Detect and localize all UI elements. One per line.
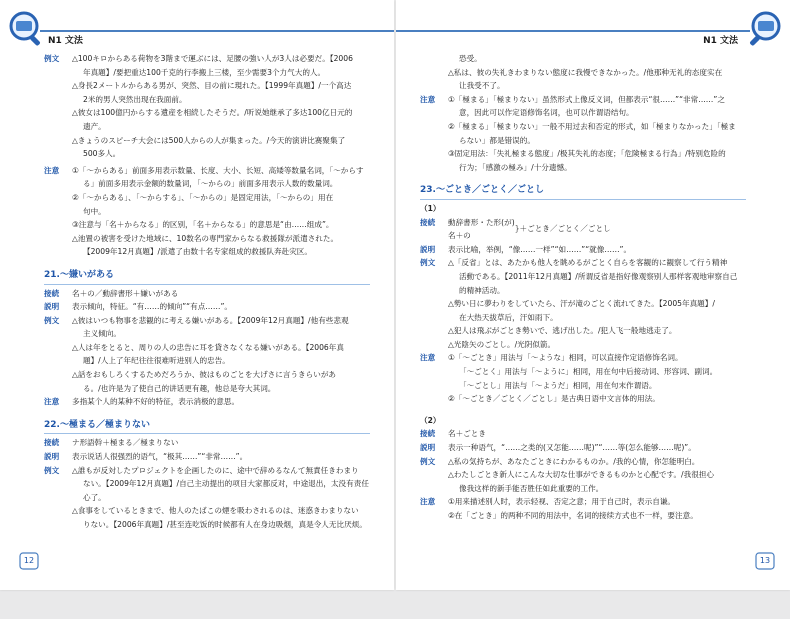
setsuzoku-text: 名＋ごとき [448, 429, 486, 439]
continued-block [448, 52, 746, 93]
setsumei-label: 説明 [420, 443, 436, 453]
text-line: △「反省」とは、あたかも他人を眺めるがごとく自らを客観的に観察して行う精神 [448, 258, 728, 268]
text-line: 「～ごとく」用法与「～ように」相同，用在句中后接动词、形容词、副词。 [459, 367, 718, 377]
setsumei-text: 表示比喻，举例，“像……一样”“如……”“就像……”。 [448, 244, 632, 254]
setsumei-text: 表示一种语气，“……之类的(又怎能……呢)”“……等(怎么能够……呢)”。 [448, 443, 696, 453]
setsuzoku-formula [448, 216, 746, 243]
text-line: 500多人。 [83, 149, 121, 159]
text-line: 意，因此可以作定语修饰名词，也可以作谓语结句。 [459, 108, 634, 118]
text-line: △きょうのスピーチ大会には500人からの人が集まった。/今天的演讲比赛聚集了 [72, 135, 346, 145]
text-line: △100キロからある荷物を3階まで運ぶには、足腰の強い人が3人は必要だ。【2006 [72, 54, 353, 63]
setsumei-text: 表示说话人很强烈的语气，“极其……”“非常……”。 [72, 452, 248, 462]
text-line: △話をおもしろくするためだろうか、彼はものごとを大げさに言うきらいがあ [72, 370, 337, 380]
setsuzoku-label: 接続 [420, 429, 436, 439]
setsuzoku-noun: 名＋の [448, 231, 471, 241]
text-line: る。/也许是为了使自己的讲话更有趣，他总是夸大其词。 [83, 383, 276, 393]
text-line: 句中。 [83, 206, 106, 216]
part-label: （1） [420, 203, 441, 213]
text-line: りない。【2006年真題】/甚至连吃饭的时候都有人在身边吸烟，真是令人无比厌烦。 [83, 520, 367, 529]
text-line: △人は年をとると、周りの人の忠告に耳を貸さなくなる嫌いがある。【2006年真 [72, 342, 344, 352]
text-line: △彼はいつも物事を悲観的に考える嫌いがある。【2009年12月真題】/他有些悲观 [72, 315, 349, 325]
example-block-23 [448, 256, 746, 351]
text-line: ①用来描述别人时，表示轻视、否定之意；用于自己时，表示自谦。 [448, 497, 676, 507]
text-line: 行为；「感激の極み」/十分遗憾。 [459, 162, 572, 172]
text-line: △身長2メートルからある男が、突然、目の前に現れた。【1999年真題】/一个高达 [72, 81, 352, 91]
text-line: ①「～からある」前面多用表示数量、长度、大小、长短、高矮等数量名词，「～からす [72, 165, 364, 175]
text-line: 遗产。 [83, 121, 106, 131]
chuui-label: 注意 [44, 397, 60, 407]
reibun-label: 例文 [44, 54, 60, 63]
note-block-20 [72, 164, 370, 259]
page-number-badge [18, 550, 40, 572]
text-line: △わたしごとき新人にこんな大切な仕事ができるものかと心配です。/我很担心 [448, 470, 714, 480]
text-line: 活動である。【2011年12月真題】/所谓反省是指好像观察别人那样客观地审察自己 [459, 271, 738, 281]
setsuzoku-text: ナ形語幹＋極まる／極まりない [72, 438, 179, 448]
section-title: N1 文法 [48, 36, 83, 46]
text-line: ①「～ごとき」用法与「～ような」相同，可以直接作定语修饰名词。 [448, 353, 683, 363]
text-line: △池置の被害を受けた地域に、10数名の専門家からなる救援隊が派遣された。 [72, 233, 339, 243]
text-line: ない。【2009年12月真題】/自己主动提出的项目大家都反对，中途退出，太没有责任心了。 [83, 479, 369, 502]
page-number-badge [754, 550, 776, 572]
section-title: N1 文法 [703, 36, 738, 46]
text-line: 在大热天拔草后，汗如雨下。 [459, 312, 558, 322]
reibun-label: 例文 [44, 465, 60, 475]
setsuzoku-text: 名＋の／動辞書形＋嫌いがある [72, 288, 179, 298]
text-line: ②「極まる」「極まりない」一般不用过去和否定的形式，如「極まりなかった」「極ま [448, 121, 736, 131]
chuui-label: 注意 [44, 165, 60, 175]
text-line: 題】/人上了年纪往往很难听进别人的忠告。 [83, 356, 230, 366]
entry-title-23: 23.～ごとき／ごとく／ごとし [420, 184, 746, 200]
reibun-label: 例文 [420, 456, 436, 466]
text-line: 【2009年12月真題】/派遣了由数十名专家组成的救援队奔赴灾区。 [83, 247, 312, 257]
example-block-21 [72, 314, 370, 396]
text-line: △私の気持ちが、あなたごときにわかるものか。/我的心情，你怎能明白。 [448, 456, 700, 466]
note-block-23-2 [448, 495, 746, 522]
chuui-label: 注意 [420, 353, 436, 363]
text-line: ③固定用法：「失礼極まる態度」/极其失礼的态度；「危険極まる行為」/特别危险的 [448, 149, 726, 159]
example-block-23-2 [448, 455, 746, 496]
text-line: △私は、彼の失礼きわまりない態度に我慢できなかった。/他那种无礼的态度实在 [448, 67, 723, 77]
magnifier-logo-icon [6, 8, 46, 48]
setsuzoku-tail: ＋ごとき／ごとく／ごとし [519, 224, 611, 234]
brace-icon: } [514, 224, 520, 234]
text-line: 恐受。 [459, 54, 482, 63]
text-line: 2米的男人突然出现在我面前。 [83, 94, 187, 104]
text-line: ②「～からある」、「～からする」、「～からの」是固定用法，「～からの」用在 [72, 192, 334, 202]
text-line: ②「～ごとき／ごとく／ごとし」是古典日语中文言体的用法。 [448, 394, 660, 404]
text-line: 让我受不了。 [459, 81, 505, 91]
page-number: 12 [23, 556, 35, 565]
text-line: △食事をしているときまで、他人のたばこの煙を吸わされるのは、迷惑きわまりない [72, 506, 359, 516]
part-label: （2） [420, 415, 441, 425]
header-rule [396, 30, 750, 32]
page-number: 13 [759, 556, 771, 565]
example-block-22 [72, 464, 370, 532]
right-page [396, 0, 790, 590]
text-line: 年真題】/要把重达100千克的行李搬上三楼，至少需要3个力气大的人。 [83, 67, 326, 77]
text-line: る」前面多用表示金额的数量词，「～からの」前面多用表示人数的数量词。 [83, 179, 338, 189]
entry-title-22: 22.～極まる／極まりない [44, 419, 370, 435]
setsuzoku-verb: 動辞書形・た形(が) [448, 217, 515, 227]
setsumei-label: 説明 [420, 244, 436, 254]
left-content [44, 52, 370, 532]
left-page [0, 0, 394, 590]
note-text-21: 多指某个人的某种不好的特征，表示消极的意思。 [72, 397, 240, 407]
text-line: △誰もが反対したプロジェクトを企画したのに、途中で辞めるなんて無責任きわまり [72, 465, 359, 475]
text-line: 「～ごとし」用法与「～ようだ」相同，用在句末作谓语。 [459, 380, 657, 390]
chuui-label: 注意 [420, 497, 436, 507]
text-line: らない」都是错误的。 [459, 135, 535, 145]
text-line: △勢い日に夢わりをしていたら、汗が滝のごとく流れてきた。【2005年真題】/ [448, 299, 715, 309]
text-line: ③注意与「名＋からなる」的区别，「名＋からなる」的意思是“由……组成”。 [72, 220, 334, 230]
text-line: 主义倾向。 [83, 329, 121, 339]
setsuzoku-label: 接続 [44, 288, 60, 298]
reibun-label: 例文 [420, 258, 436, 268]
setsuzoku-label: 接続 [44, 438, 60, 448]
note-block-23 [448, 351, 746, 405]
chuui-label: 注意 [420, 94, 436, 104]
note-block-22 [448, 93, 746, 175]
text-line: △犯人は飛ぶがごとき勢いで、逃げ出した。/犯人飞一般地逃走了。 [448, 326, 677, 336]
entry-title-21: 21.～嫌いがある [44, 269, 370, 285]
setsumei-text: 表示倾向，特征。“有……的倾向”“有点……”。 [72, 302, 233, 312]
text-line: ②在「ごとき」的两种不同的用法中，名词的接续方式也不一样，要注意。 [448, 511, 698, 520]
setsuzoku-label: 接続 [420, 217, 436, 227]
magnifier-logo-icon [744, 8, 784, 48]
header-rule [40, 30, 394, 32]
example-block-20 [72, 52, 370, 161]
text-line: △彼女は100億円からする遺産を相続したそうだ。/听说她继承了多达100亿日元的 [72, 108, 353, 118]
setsumei-label: 説明 [44, 452, 60, 462]
reibun-label: 例文 [44, 315, 60, 325]
text-line: 像我这样的新手能否胜任如此重要的工作。 [459, 483, 604, 493]
setsumei-label: 説明 [44, 302, 60, 312]
right-content [420, 52, 746, 523]
text-line: ①「極まる」「極まりない」虽然形式上像反义词，但都表示“很……”“非常……”之 [448, 94, 725, 104]
text-line: 的精神活动。 [459, 285, 505, 295]
text-line: △光陰矢のごとし。/光阴似箭。 [448, 339, 556, 349]
